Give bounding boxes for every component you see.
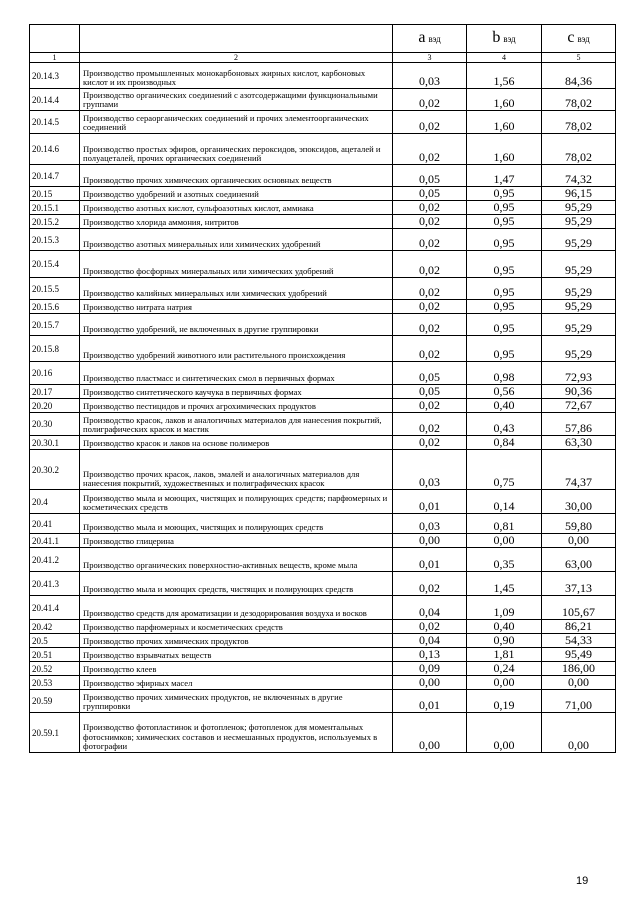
activity-name: Производство синтетического каучука в первичных формах: [80, 385, 393, 399]
table-row: [30, 690, 616, 713]
table-row: [30, 399, 616, 413]
value-c: 95,29: [542, 314, 616, 336]
activity-code: 20.14.7: [30, 165, 80, 187]
value-a: 0,02: [393, 89, 467, 111]
value-b: 1,09: [467, 596, 542, 620]
activity-name: Производство пестицидов и прочих агрохимических продуктов: [80, 399, 393, 413]
value-a: 0,02: [393, 336, 467, 362]
value-c: 0,00: [542, 713, 616, 753]
value-c: 78,02: [542, 134, 616, 165]
header-cell-b: b вэд: [467, 25, 542, 53]
value-a: 0,13: [393, 648, 467, 662]
value-b: 0,81: [467, 514, 542, 534]
activity-name: Производство нитрата натрия: [80, 300, 393, 314]
activity-code: 20.15.5: [30, 278, 80, 300]
activity-code: 20.59: [30, 690, 80, 713]
value-a: 0,02: [393, 251, 467, 278]
activity-code: 20.53: [30, 676, 80, 690]
value-b: 1,56: [467, 63, 542, 89]
header-cell-a: a вэд: [393, 25, 467, 53]
activity-code: 20.15.6: [30, 300, 80, 314]
table-row: [30, 620, 616, 634]
activity-name: Производство мыла и моющих средств, чистящих и полирующих средств: [80, 572, 393, 596]
value-c: 71,00: [542, 690, 616, 713]
value-a: 0,05: [393, 362, 467, 385]
table-row: [30, 336, 616, 362]
value-b: 0,95: [467, 314, 542, 336]
table-row: [30, 514, 616, 534]
value-a: 0,05: [393, 385, 467, 399]
table-row: [30, 436, 616, 450]
value-c: 95,29: [542, 278, 616, 300]
activity-name: Производство прочих химических продуктов: [80, 634, 393, 648]
activity-name: Производство сераорганических соединений и прочих элементоорганических соединений: [80, 111, 393, 134]
header-cell-c: c вэд: [542, 25, 616, 53]
activity-name: Производство органических поверхностно-активных веществ, кроме мыла: [80, 548, 393, 572]
activity-name: Производство удобрений животного или растительного происхождения: [80, 336, 393, 362]
table-row: [30, 187, 616, 201]
value-b: 0,35: [467, 548, 542, 572]
table-row: [30, 450, 616, 490]
value-c: 95,29: [542, 251, 616, 278]
value-c: 78,02: [542, 111, 616, 134]
value-b: 0,90: [467, 634, 542, 648]
value-c: 72,93: [542, 362, 616, 385]
value-b: 1,47: [467, 165, 542, 187]
activity-name: Производство красок, лаков и аналогичных материалов для нанесения покрытий, полиграфических красок и мастик: [80, 413, 393, 436]
value-b: 0,95: [467, 336, 542, 362]
value-b: 0,19: [467, 690, 542, 713]
value-a: 0,02: [393, 278, 467, 300]
value-b: 0,95: [467, 229, 542, 251]
header-cell-code: [30, 25, 80, 53]
value-c: 105,67: [542, 596, 616, 620]
value-c: 74,37: [542, 450, 616, 490]
activity-code: 20.17: [30, 385, 80, 399]
column-index-row: [30, 53, 616, 63]
table-row: [30, 572, 616, 596]
value-b: 0,95: [467, 215, 542, 229]
table-row: [30, 300, 616, 314]
value-c: 59,80: [542, 514, 616, 534]
value-b: 1,45: [467, 572, 542, 596]
value-c: 63,00: [542, 548, 616, 572]
column-index: 4: [467, 53, 542, 63]
value-a: 0,02: [393, 201, 467, 215]
activity-name: Производство прочих красок, лаков, эмалей и аналогичных материалов для нанесения покрытий, художественных и полиграфических красок: [80, 450, 393, 490]
activity-name: Производство мыла и моющих, чистящих и полирующих средств: [80, 514, 393, 534]
activity-code: 20.41.4: [30, 596, 80, 620]
activity-code: 20.15.3: [30, 229, 80, 251]
value-b: 0,95: [467, 201, 542, 215]
activity-code: 20.15.7: [30, 314, 80, 336]
coefficients-table: [29, 24, 616, 753]
value-a: 0,01: [393, 490, 467, 514]
activity-code: 20.30: [30, 413, 80, 436]
value-b: 0,95: [467, 278, 542, 300]
activity-name: Производство мыла и моющих, чистящих и полирующих средств; парфюмерных и косметических средств: [80, 490, 393, 514]
activity-code: 20.15.4: [30, 251, 80, 278]
value-a: 0,02: [393, 229, 467, 251]
column-index: 3: [393, 53, 467, 63]
activity-code: 20.41: [30, 514, 80, 534]
value-c: 54,33: [542, 634, 616, 648]
activity-code: 20.41.3: [30, 572, 80, 596]
activity-name: Производство азотных минеральных или химических удобрений: [80, 229, 393, 251]
value-b: 0,14: [467, 490, 542, 514]
header-row: [30, 25, 616, 53]
activity-name: Производство парфюмерных и косметических средств: [80, 620, 393, 634]
activity-code: 20.16: [30, 362, 80, 385]
value-a: 0,04: [393, 596, 467, 620]
value-c: 57,86: [542, 413, 616, 436]
value-c: 0,00: [542, 534, 616, 548]
value-c: 95,49: [542, 648, 616, 662]
activity-name: Производство пластмасс и синтетических смол в первичных формах: [80, 362, 393, 385]
activity-code: 20.41.1: [30, 534, 80, 548]
value-c: 30,00: [542, 490, 616, 514]
table-row: [30, 662, 616, 676]
value-b: 0,00: [467, 676, 542, 690]
activity-code: 20.30.1: [30, 436, 80, 450]
activity-code: 20.15: [30, 187, 80, 201]
value-b: 1,60: [467, 111, 542, 134]
table-row: [30, 229, 616, 251]
value-c: 78,02: [542, 89, 616, 111]
activity-name: Производство промышленных монокарбоновых жирных кислот, карбоновых кислот и их производных: [80, 63, 393, 89]
table-row: [30, 676, 616, 690]
activity-code: 20.59.1: [30, 713, 80, 753]
column-index: 2: [80, 53, 393, 63]
activity-name: Производство средств для ароматизации и дезодорирования воздуха и восков: [80, 596, 393, 620]
value-a: 0,03: [393, 450, 467, 490]
table-row: [30, 89, 616, 111]
activity-name: Производство фотопластинок и фотопленок; фотопленок для моментальных фотоснимков; химических составов и несмешанных продуктов, используемых в фотографии: [80, 713, 393, 753]
table-row: [30, 134, 616, 165]
activity-code: 20.14.3: [30, 63, 80, 89]
activity-name: Производство азотных кислот, сульфоазотных кислот, аммиака: [80, 201, 393, 215]
activity-name: Производство калийных минеральных или химических удобрений: [80, 278, 393, 300]
activity-code: 20.42: [30, 620, 80, 634]
value-a: 0,02: [393, 215, 467, 229]
value-a: 0,02: [393, 111, 467, 134]
value-c: 63,30: [542, 436, 616, 450]
activity-name: Производство прочих химических продуктов, не включенных в другие группировки: [80, 690, 393, 713]
activity-code: 20.30.2: [30, 450, 80, 490]
value-a: 0,01: [393, 690, 467, 713]
activity-name: Производство эфирных масел: [80, 676, 393, 690]
activity-code: 20.14.5: [30, 111, 80, 134]
value-b: 0,95: [467, 187, 542, 201]
activity-name: Производство простых эфиров, органических пероксидов, эпоксидов, ацеталей и полуацеталей, прочих органических соединений: [80, 134, 393, 165]
value-a: 0,00: [393, 713, 467, 753]
value-c: 95,29: [542, 300, 616, 314]
activity-code: 20.5: [30, 634, 80, 648]
table-row: [30, 251, 616, 278]
value-a: 0,02: [393, 300, 467, 314]
value-c: 90,36: [542, 385, 616, 399]
activity-name: Производство удобрений и азотных соединений: [80, 187, 393, 201]
table-row: [30, 215, 616, 229]
activity-code: 20.15.8: [30, 336, 80, 362]
value-b: 0,43: [467, 413, 542, 436]
activity-code: 20.4: [30, 490, 80, 514]
value-b: 0,98: [467, 362, 542, 385]
value-a: 0,05: [393, 165, 467, 187]
value-b: 1,60: [467, 134, 542, 165]
value-c: 0,00: [542, 676, 616, 690]
column-index: 5: [542, 53, 616, 63]
value-c: 86,21: [542, 620, 616, 634]
value-a: 0,03: [393, 63, 467, 89]
value-b: 0,75: [467, 450, 542, 490]
value-b: 0,00: [467, 713, 542, 753]
value-a: 0,05: [393, 187, 467, 201]
value-c: 72,67: [542, 399, 616, 413]
activity-code: 20.15.2: [30, 215, 80, 229]
activity-name: Производство красок и лаков на основе полимеров: [80, 436, 393, 450]
table-row: [30, 63, 616, 89]
value-b: 0,40: [467, 399, 542, 413]
table-row: [30, 534, 616, 548]
value-a: 0,02: [393, 399, 467, 413]
value-c: 95,29: [542, 215, 616, 229]
table-row: [30, 278, 616, 300]
activity-code: 20.14.4: [30, 89, 80, 111]
value-b: 0,56: [467, 385, 542, 399]
value-c: 74,32: [542, 165, 616, 187]
value-b: 1,81: [467, 648, 542, 662]
activity-name: Производство органических соединений с азотсодержащими функциональными группами: [80, 89, 393, 111]
value-a: 0,01: [393, 548, 467, 572]
value-a: 0,04: [393, 634, 467, 648]
value-a: 0,02: [393, 314, 467, 336]
value-b: 0,95: [467, 251, 542, 278]
activity-name: Производство взрывчатых веществ: [80, 648, 393, 662]
page-number: 19: [576, 875, 589, 887]
activity-name: Производство глицерина: [80, 534, 393, 548]
value-a: 0,00: [393, 534, 467, 548]
table-row: [30, 314, 616, 336]
value-a: 0,00: [393, 676, 467, 690]
activity-name: Производство хлорида аммония, нитритов: [80, 215, 393, 229]
activity-code: 20.20: [30, 399, 80, 413]
value-c: 95,29: [542, 336, 616, 362]
value-b: 0,95: [467, 300, 542, 314]
activity-name: Производство клеев: [80, 662, 393, 676]
value-c: 84,36: [542, 63, 616, 89]
activity-code: 20.14.6: [30, 134, 80, 165]
table-row: [30, 596, 616, 620]
value-a: 0,03: [393, 514, 467, 534]
column-index: 1: [30, 53, 80, 63]
value-c: 37,13: [542, 572, 616, 596]
table-row: [30, 490, 616, 514]
value-a: 0,02: [393, 436, 467, 450]
value-b: 0,40: [467, 620, 542, 634]
table-row: [30, 201, 616, 215]
activity-code: 20.51: [30, 648, 80, 662]
value-a: 0,02: [393, 413, 467, 436]
value-b: 0,84: [467, 436, 542, 450]
activity-code: 20.52: [30, 662, 80, 676]
value-b: 0,00: [467, 534, 542, 548]
value-a: 0,02: [393, 620, 467, 634]
value-c: 95,29: [542, 229, 616, 251]
value-c: 96,15: [542, 187, 616, 201]
header-cell-name: [80, 25, 393, 53]
activity-name: Производство прочих химических органических основных веществ: [80, 165, 393, 187]
value-a: 0,02: [393, 572, 467, 596]
value-c: 95,29: [542, 201, 616, 215]
table-row: [30, 634, 616, 648]
value-b: 0,24: [467, 662, 542, 676]
table-row: [30, 111, 616, 134]
value-c: 186,00: [542, 662, 616, 676]
table-row: [30, 362, 616, 385]
value-a: 0,02: [393, 134, 467, 165]
table-row: [30, 165, 616, 187]
activity-code: 20.41.2: [30, 548, 80, 572]
activity-code: 20.15.1: [30, 201, 80, 215]
value-b: 1,60: [467, 89, 542, 111]
table-row: [30, 548, 616, 572]
table-row: [30, 413, 616, 436]
document-page: [29, 24, 615, 753]
activity-name: Производство удобрений, не включенных в другие группировки: [80, 314, 393, 336]
table-row: [30, 385, 616, 399]
table-row: [30, 648, 616, 662]
value-a: 0,09: [393, 662, 467, 676]
table-row: [30, 713, 616, 753]
activity-name: Производство фосфорных минеральных или химических удобрений: [80, 251, 393, 278]
